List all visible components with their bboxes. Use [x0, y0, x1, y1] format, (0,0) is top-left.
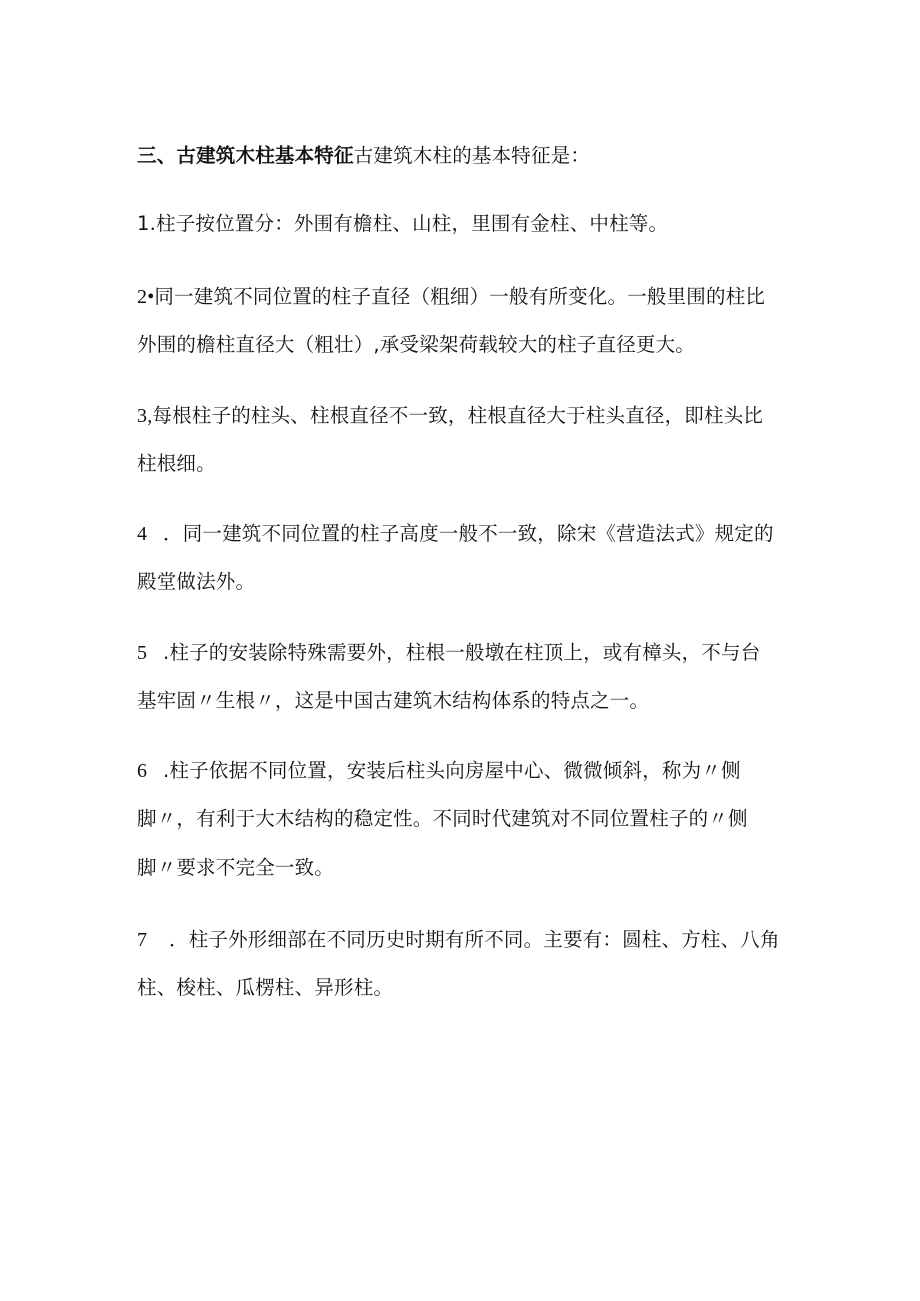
item-2-line-1 [137, 284, 797, 310]
item-7-line-1-text: ．柱子外形细部在不同历史时期有所不同。主要有：圆柱、方柱、八角 [169, 928, 780, 951]
item-2-line-1-text: 同一建筑不同位置的柱子直径（粗细）一般有所变化。一般里围的柱比 [154, 285, 766, 308]
item-6-line-1-text: .柱子依据不同位置，安装后柱头向房屋中心、微微倾斜，称为〃侧 [163, 759, 741, 782]
item-4-line-1-text: ．同一建筑不同位置的柱子高度一般不一致，除宋《营造法式》规定的 [163, 522, 774, 545]
item-4-line-2: 殿堂做法外。 [137, 570, 256, 593]
section-heading [137, 143, 797, 169]
item-2-number: 2• [137, 286, 155, 308]
item-3-line-2: 柱根细。 [137, 452, 216, 475]
item-3-number: 3, [137, 405, 153, 427]
item-5-line-1-text: .柱子的安装除特殊需要外，柱根一般墩在柱顶上，或有樟头，不与台 [163, 641, 761, 664]
item-1-line-1: 1.柱子按位置分：外围有檐柱、山柱，里围有金柱、中柱等。 [137, 212, 669, 235]
section-heading-text: 古建筑木柱的基本特征是： [353, 144, 591, 167]
item-6-number: 6 [137, 760, 148, 782]
item-5-line-2: 基牢固〃生根〃，这是中国古建筑木结构体系的特点之一。 [137, 689, 650, 712]
item-5-number: 5 [137, 642, 148, 664]
section-heading-bold: 三、古建筑木柱基本特征 [137, 144, 354, 167]
item-2-line-2: 外围的檐柱直径大（粗壮）,承受梁架荷载较大的柱子直径更大。 [137, 333, 695, 356]
item-6-line-3: 脚〃要求不完全一致。 [137, 856, 335, 879]
item-4-line-1 [137, 521, 797, 547]
item-3-line-1-text: 每根柱子的柱头、柱根直径不一致，柱根直径大于柱头直径，即柱头比 [152, 404, 764, 427]
item-7-number: 7 [137, 929, 148, 951]
item-6-line-2: 脚〃，有利于大木结构的稳定性。不同时代建筑对不同位置柱子的〃侧 [137, 807, 748, 830]
item-7-line-2: 柱、梭柱、瓜楞柱、异形柱。 [137, 976, 394, 999]
item-6-line-1 [137, 758, 797, 784]
item-4-number: 4 [137, 523, 148, 545]
item-5-line-1 [137, 640, 797, 666]
item-3-line-1 [137, 403, 797, 429]
item-7-line-1 [137, 927, 797, 953]
